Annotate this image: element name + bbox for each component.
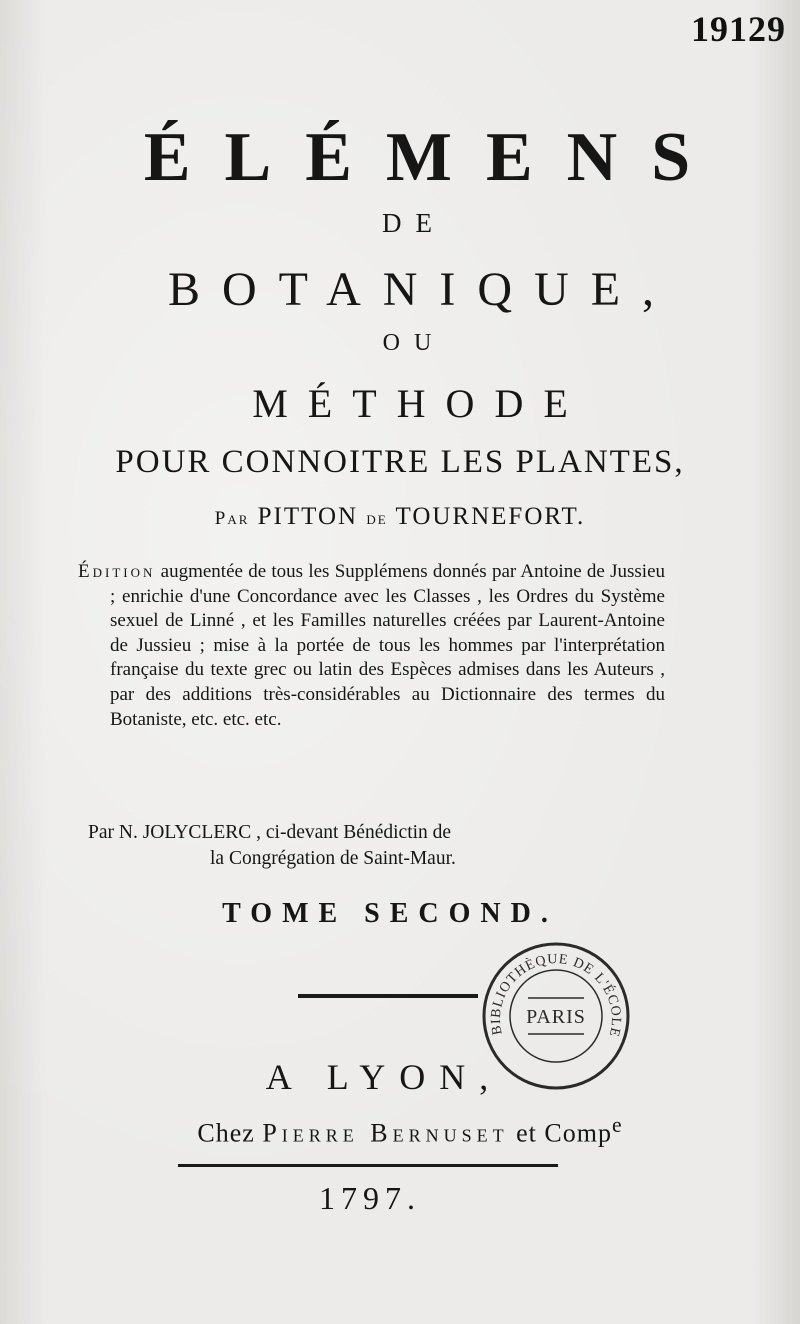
author-name-pitton: PITTON (257, 503, 359, 530)
author-par: Par (214, 508, 250, 529)
imprint-publisher-line (10, 1113, 800, 1149)
title-line-botanique: BOTANIQUE, (167, 263, 677, 316)
title-line-de: DE (382, 208, 446, 238)
imprint-et-comp: et Comp (516, 1118, 612, 1148)
divider-rule-bottom (178, 1164, 558, 1167)
imprint-comp-superscript: e (611, 1113, 623, 1137)
edition-text: augmentée de tous les Supplémens donnés par Antoine de Jussieu ; enrichie d'une Concordance avec les Classes , les Ordres du Système sexuel de Linné , et les Familles naturelles créées par Laurent-Antoine de Jussieu ; mise à la portée de tous les hommes par l'interprétation française du texte grec ou latin des Espèces admises dans les Auteurs , par des additions très-considérables au Dictionnaire des termes du Botaniste, etc. etc. etc. (110, 561, 665, 730)
imprint-publisher: Pierre Bernuset (262, 1118, 509, 1148)
imprint-chez: Chez (197, 1118, 255, 1148)
imprint-year: 1797. (319, 1180, 421, 1216)
author-line (0, 503, 800, 531)
editor-line-1: Par N. JOLYCLERC , ci-devant Bénédictin de (88, 822, 452, 843)
svg-text:BIBLIOTHÈQUE DE L'ÉCOLE DE PHA: BIBLIOTHÈQUE DE L'ÉCOLE (488, 951, 624, 1039)
imprint-place: A LYON, (265, 1057, 503, 1097)
edition-lead: Édition (78, 561, 156, 582)
volume-label: TOME SECOND. (222, 898, 558, 929)
editor-line-2: la Congrégation de Saint-Maur. (210, 848, 456, 869)
author-name-tournefort: TOURNEFORT. (395, 503, 586, 530)
editor-credit (88, 820, 668, 872)
edition-description (78, 560, 665, 732)
divider-rule-top (298, 994, 478, 998)
title-line-ou: OU (382, 330, 446, 356)
title-line-subtitle: POUR CONNOITRE LES PLANTES, (115, 444, 685, 480)
title-line-methode: MÉTHODE (252, 381, 588, 426)
author-de: de (366, 508, 388, 529)
title-line-elemens: ÉLÉMENS (143, 119, 725, 196)
accession-number: 19129 (691, 9, 786, 49)
svg-text:PARIS: PARIS (526, 1006, 586, 1028)
